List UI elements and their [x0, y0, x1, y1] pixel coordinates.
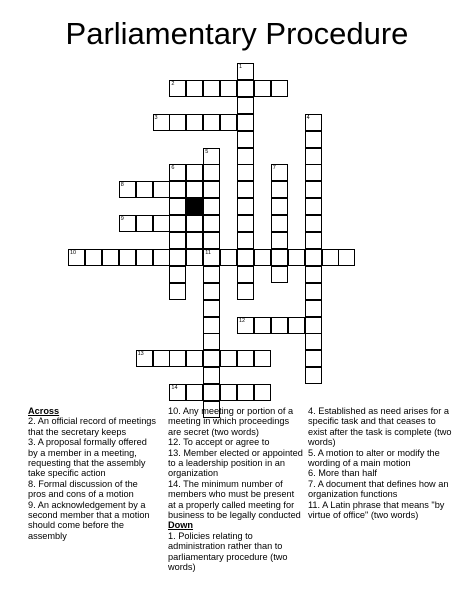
grid-cell[interactable]: [305, 283, 322, 300]
grid-cell[interactable]: [237, 63, 254, 80]
grid-cell[interactable]: [254, 80, 271, 97]
grid-cell[interactable]: [288, 317, 305, 334]
grid-cell[interactable]: [322, 249, 339, 266]
grid-cell[interactable]: [203, 164, 220, 181]
grid-cell[interactable]: [169, 232, 186, 249]
clues-column-3: [308, 406, 453, 520]
grid-cell[interactable]: [186, 181, 203, 198]
clue-down-6: 6. More than half: [308, 468, 377, 479]
clue-number: 9: [120, 216, 124, 223]
grid-cell[interactable]: [237, 148, 254, 165]
grid-cell[interactable]: [237, 97, 254, 114]
grid-cell[interactable]: [203, 249, 220, 266]
grid-cell[interactable]: [237, 181, 254, 198]
grid-cell[interactable]: [186, 114, 203, 131]
grid-cell[interactable]: [119, 249, 136, 266]
grid-cell[interactable]: [203, 384, 220, 401]
grid-cell[interactable]: [237, 350, 254, 367]
grid-cell[interactable]: [119, 215, 136, 232]
clue-number: 14: [171, 385, 178, 392]
clue-across-12: 12. To accept or agree to: [168, 437, 270, 448]
grid-cell[interactable]: [237, 198, 254, 215]
grid-cell[interactable]: [169, 80, 186, 97]
grid-cell[interactable]: [305, 114, 322, 131]
clues-column-2: [168, 406, 304, 573]
grid-cell[interactable]: [305, 266, 322, 283]
grid-cell[interactable]: [169, 114, 186, 131]
grid-cell[interactable]: [169, 181, 186, 198]
clue-number: 1: [239, 64, 243, 70]
clue-number: 7: [272, 165, 276, 172]
grid-cell[interactable]: [203, 367, 220, 384]
grid-cell[interactable]: [271, 215, 288, 232]
clue-number: 6: [171, 165, 175, 172]
grid-cell[interactable]: [305, 300, 322, 317]
grid-cell[interactable]: [169, 215, 186, 232]
grid-cell[interactable]: [220, 114, 237, 131]
grid-cell[interactable]: [237, 384, 254, 401]
clue-down-7: 7. A document that defines how an organization functions: [308, 478, 449, 500]
grid-cell[interactable]: [203, 317, 220, 334]
grid-cell[interactable]: [271, 232, 288, 249]
grid-cell[interactable]: [305, 215, 322, 232]
grid-cell[interactable]: [169, 198, 186, 215]
grid-cell[interactable]: [237, 283, 254, 300]
grid-cell[interactable]: [186, 164, 203, 181]
grid-cell[interactable]: [203, 215, 220, 232]
grid-cell[interactable]: [169, 350, 186, 367]
grid-cell[interactable]: [305, 367, 322, 384]
grid-cell[interactable]: [153, 350, 170, 367]
grid-cell[interactable]: [237, 131, 254, 148]
grid-cell[interactable]: [237, 232, 254, 249]
clue-across-13: 13. Member elected or appointed to a leadership position in an organization: [168, 447, 303, 479]
grid-cell[interactable]: [136, 249, 153, 266]
grid-cell[interactable]: [237, 114, 254, 131]
grid-cell[interactable]: [237, 80, 254, 97]
grid-cell[interactable]: [186, 384, 203, 401]
clue-down-4: 4. Established as need arises for a specific task and that ceases to exist after the task is complete (two words): [308, 406, 452, 448]
grid-cell[interactable]: [102, 249, 119, 266]
grid-cell[interactable]: [186, 215, 203, 232]
clue-number: 8: [120, 182, 124, 189]
clue-down-5: 5. A motion to alter or modify the wording of a main motion: [308, 447, 440, 469]
grid-cell[interactable]: [288, 249, 305, 266]
clue-across-3: 3. A proposal formally offered by a member in a meeting, requesting that the assembly take specific action: [28, 437, 147, 479]
grid-cell[interactable]: [305, 333, 322, 350]
grid-cell[interactable]: [254, 317, 271, 334]
grid-cell[interactable]: [237, 215, 254, 232]
puzzle-title: Parliamentary Procedure: [65, 16, 409, 51]
clue-number: 4: [306, 114, 310, 121]
grid-cell[interactable]: [85, 249, 102, 266]
grid-cell[interactable]: [153, 249, 170, 266]
grid-cell[interactable]: [305, 181, 322, 198]
clue-across-14: 14. The minimum number of members who must be present at a properly called meeting for business to be legally conducted: [168, 478, 301, 521]
grid-cell[interactable]: [203, 148, 220, 165]
grid-cell[interactable]: [254, 350, 271, 367]
grid-cell[interactable]: [254, 384, 271, 401]
grid-cell[interactable]: [203, 300, 220, 317]
grid-cell[interactable]: [203, 232, 220, 249]
grid-cell[interactable]: [203, 333, 220, 350]
grid-cell[interactable]: [271, 80, 288, 97]
grid-cell[interactable]: [271, 164, 288, 181]
grid-cell[interactable]: [136, 181, 153, 198]
grid-cell[interactable]: [203, 114, 220, 131]
grid-cell[interactable]: [153, 181, 170, 198]
clue-number: 12: [239, 317, 246, 324]
grid-cell[interactable]: [68, 249, 85, 266]
clue-number: 11: [205, 249, 211, 256]
grid-cell[interactable]: [338, 249, 355, 266]
grid-cell[interactable]: [305, 232, 322, 249]
across-header: Across: [28, 406, 60, 416]
grid-cell[interactable]: [271, 181, 288, 198]
grid-cell[interactable]: [203, 266, 220, 283]
grid-cell[interactable]: [153, 114, 170, 131]
grid-cell[interactable]: [237, 249, 254, 266]
grid-cell[interactable]: [186, 249, 203, 266]
grid-cell[interactable]: [203, 283, 220, 300]
clues-column-1: [28, 406, 156, 541]
grid-cell[interactable]: [237, 266, 254, 283]
grid-cell[interactable]: [203, 350, 220, 367]
clue-number: 2: [171, 80, 175, 87]
grid-cell[interactable]: [305, 148, 322, 165]
clue-across-9: 9. An acknowledgement by a second member that a motion should come before the assembly: [28, 499, 150, 541]
grid-cell[interactable]: [305, 350, 322, 367]
grid-cell[interactable]: [203, 80, 220, 97]
grid-cell[interactable]: [203, 198, 220, 215]
grid-cell[interactable]: [254, 249, 271, 266]
grid-cell[interactable]: [186, 80, 203, 97]
grid-cell[interactable]: [153, 215, 170, 232]
grid-cell[interactable]: [305, 249, 322, 266]
grid-cell[interactable]: [305, 131, 322, 148]
grid-cell[interactable]: [237, 317, 254, 334]
clue-number: 13: [137, 351, 144, 358]
clue-number: 5: [205, 148, 209, 155]
grid-cell[interactable]: [186, 350, 203, 367]
grid-cell[interactable]: [305, 198, 322, 215]
grid-cell[interactable]: [119, 181, 136, 198]
grid-cell[interactable]: [169, 249, 186, 266]
clue-across-8: 8. Formal discussion of the pros and cons of a motion: [28, 478, 138, 500]
grid-cell[interactable]: [136, 215, 153, 232]
grid-cell[interactable]: [136, 350, 153, 367]
down-header: Down: [168, 520, 194, 531]
grid-cell[interactable]: [169, 283, 186, 300]
grid-cell[interactable]: [271, 266, 288, 283]
grid-cell[interactable]: [203, 181, 220, 198]
grid-cell[interactable]: [220, 249, 237, 266]
clue-across-2: 2. An official record of meetings that the secretary keeps: [28, 416, 157, 437]
black-square: [186, 198, 203, 215]
grid-cell[interactable]: [169, 164, 186, 181]
grid-cell[interactable]: [271, 317, 288, 334]
grid-cell[interactable]: [237, 164, 254, 181]
grid-cell[interactable]: [220, 350, 237, 367]
grid-cell[interactable]: [169, 384, 186, 401]
grid-cell[interactable]: [305, 164, 322, 181]
grid-cell[interactable]: [271, 249, 288, 266]
clue-across-10: 10. Any meeting or portion of a meeting in which proceedings are secret (two words): [168, 406, 294, 437]
clue-number: 10: [70, 249, 77, 256]
grid-cell[interactable]: [169, 266, 186, 283]
grid-cell[interactable]: [186, 232, 203, 249]
grid-cell[interactable]: [271, 198, 288, 215]
clue-down-1: 1. Policies relating to administration rather than to parliamentary procedure (two words): [168, 530, 288, 573]
clue-number: 3: [154, 114, 158, 121]
clue-down-11: 11. A Latin phrase that means "by virtue of office" (two words): [308, 499, 445, 521]
grid-cell[interactable]: [305, 317, 322, 334]
grid-cell[interactable]: [220, 384, 237, 401]
grid-cell[interactable]: [220, 80, 237, 97]
